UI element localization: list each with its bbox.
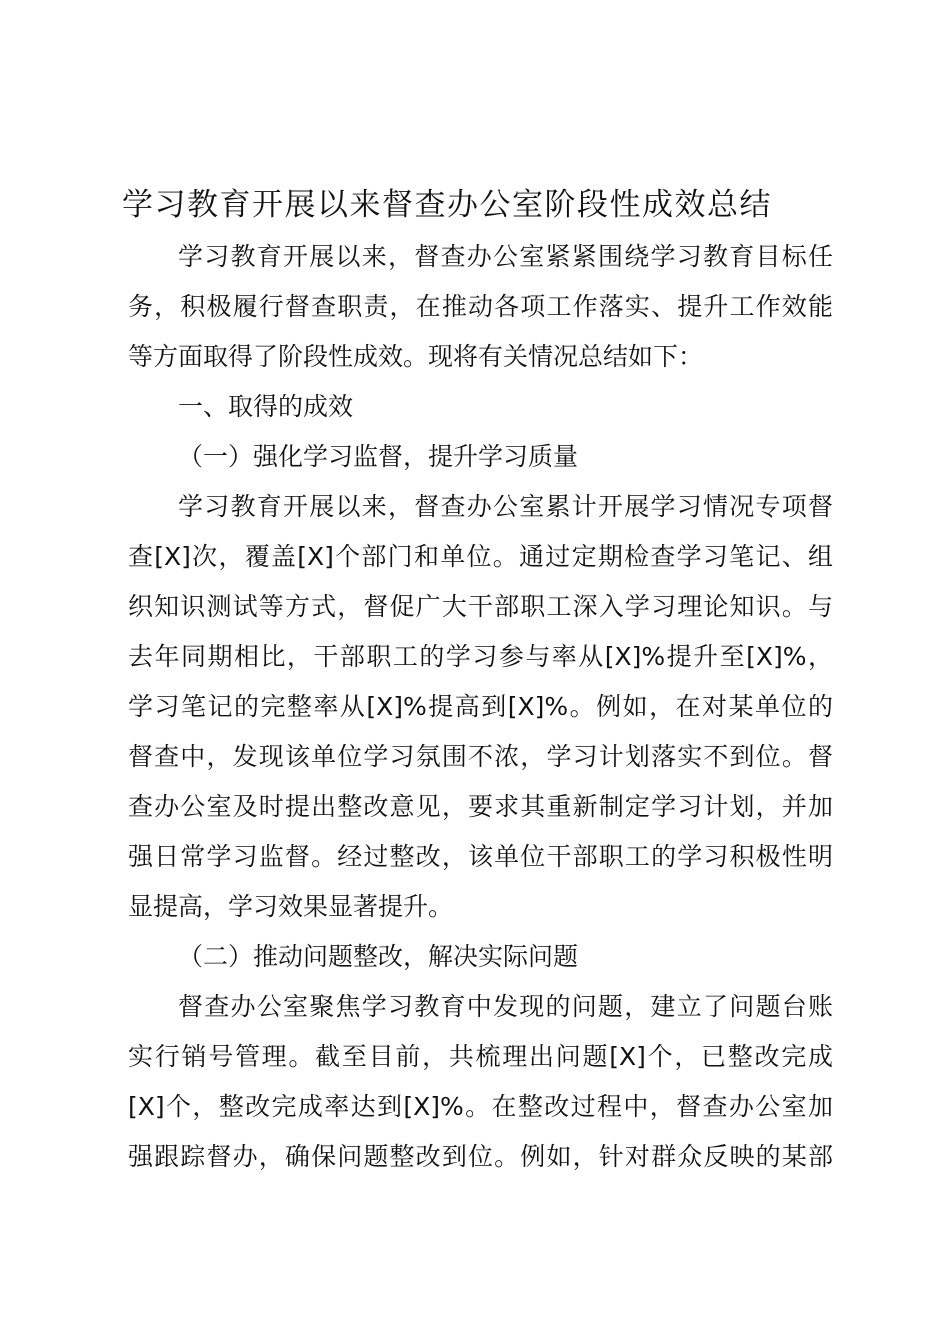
paragraph-line: 实行销号管理。截至目前，共梳理出问题[X]个，已整改完成 [128,1042,833,1071]
paragraph-line: 查[X]次，覆盖[X]个部门和单位。通过定期检查学习笔记、组 [128,542,833,571]
paragraph-line: 强跟踪督办，确保问题整改到位。例如，针对群众反映的某部 [128,1142,833,1171]
paragraph-line: 织知识测试等方式，督促广大干部职工深入学习理论知识。与 [128,592,833,621]
paragraph-line: 去年同期相比，干部职工的学习参与率从[X]%提升至[X]%， [128,642,833,671]
paragraph-line: 学习笔记的完整率从[X]%提高到[X]%。例如，在对某单位的 [128,692,833,721]
paragraph-line: 务，积极履行督查职责，在推动各项工作落实、提升工作效能 [128,292,833,321]
document-title: 学习教育开展以来督查办公室阶段性成效总结 [122,187,772,223]
paragraph-line: 等方面取得了阶段性成效。现将有关情况总结如下： [128,342,704,371]
section-heading: 一、取得的成效 [178,392,354,421]
subsection-heading: （一）强化学习监督，提升学习质量 [178,442,579,471]
paragraph-line: 查办公室及时提出整改意见，要求其重新制定学习计划，并加 [128,792,833,821]
paragraph-line: 学习教育开展以来，督查办公室累计开展学习情况专项督 [178,492,833,521]
paragraph-line: 学习教育开展以来，督查办公室紧紧围绕学习教育目标任 [178,242,833,271]
paragraph-line: [X]个，整改完成率达到[X]%。在整改过程中，督查办公室加 [128,1092,833,1121]
paragraph-line: 督查中，发现该单位学习氛围不浓，学习计划落实不到位。督 [128,742,833,771]
subsection-heading: （二）推动问题整改，解决实际问题 [178,942,579,971]
paragraph-line: 显提高，学习效果显著提升。 [128,892,454,921]
paragraph-line: 强日常学习监督。经过整改，该单位干部职工的学习积极性明 [128,842,833,871]
paragraph-line: 督查办公室聚焦学习教育中发现的问题，建立了问题台账 [178,992,833,1021]
